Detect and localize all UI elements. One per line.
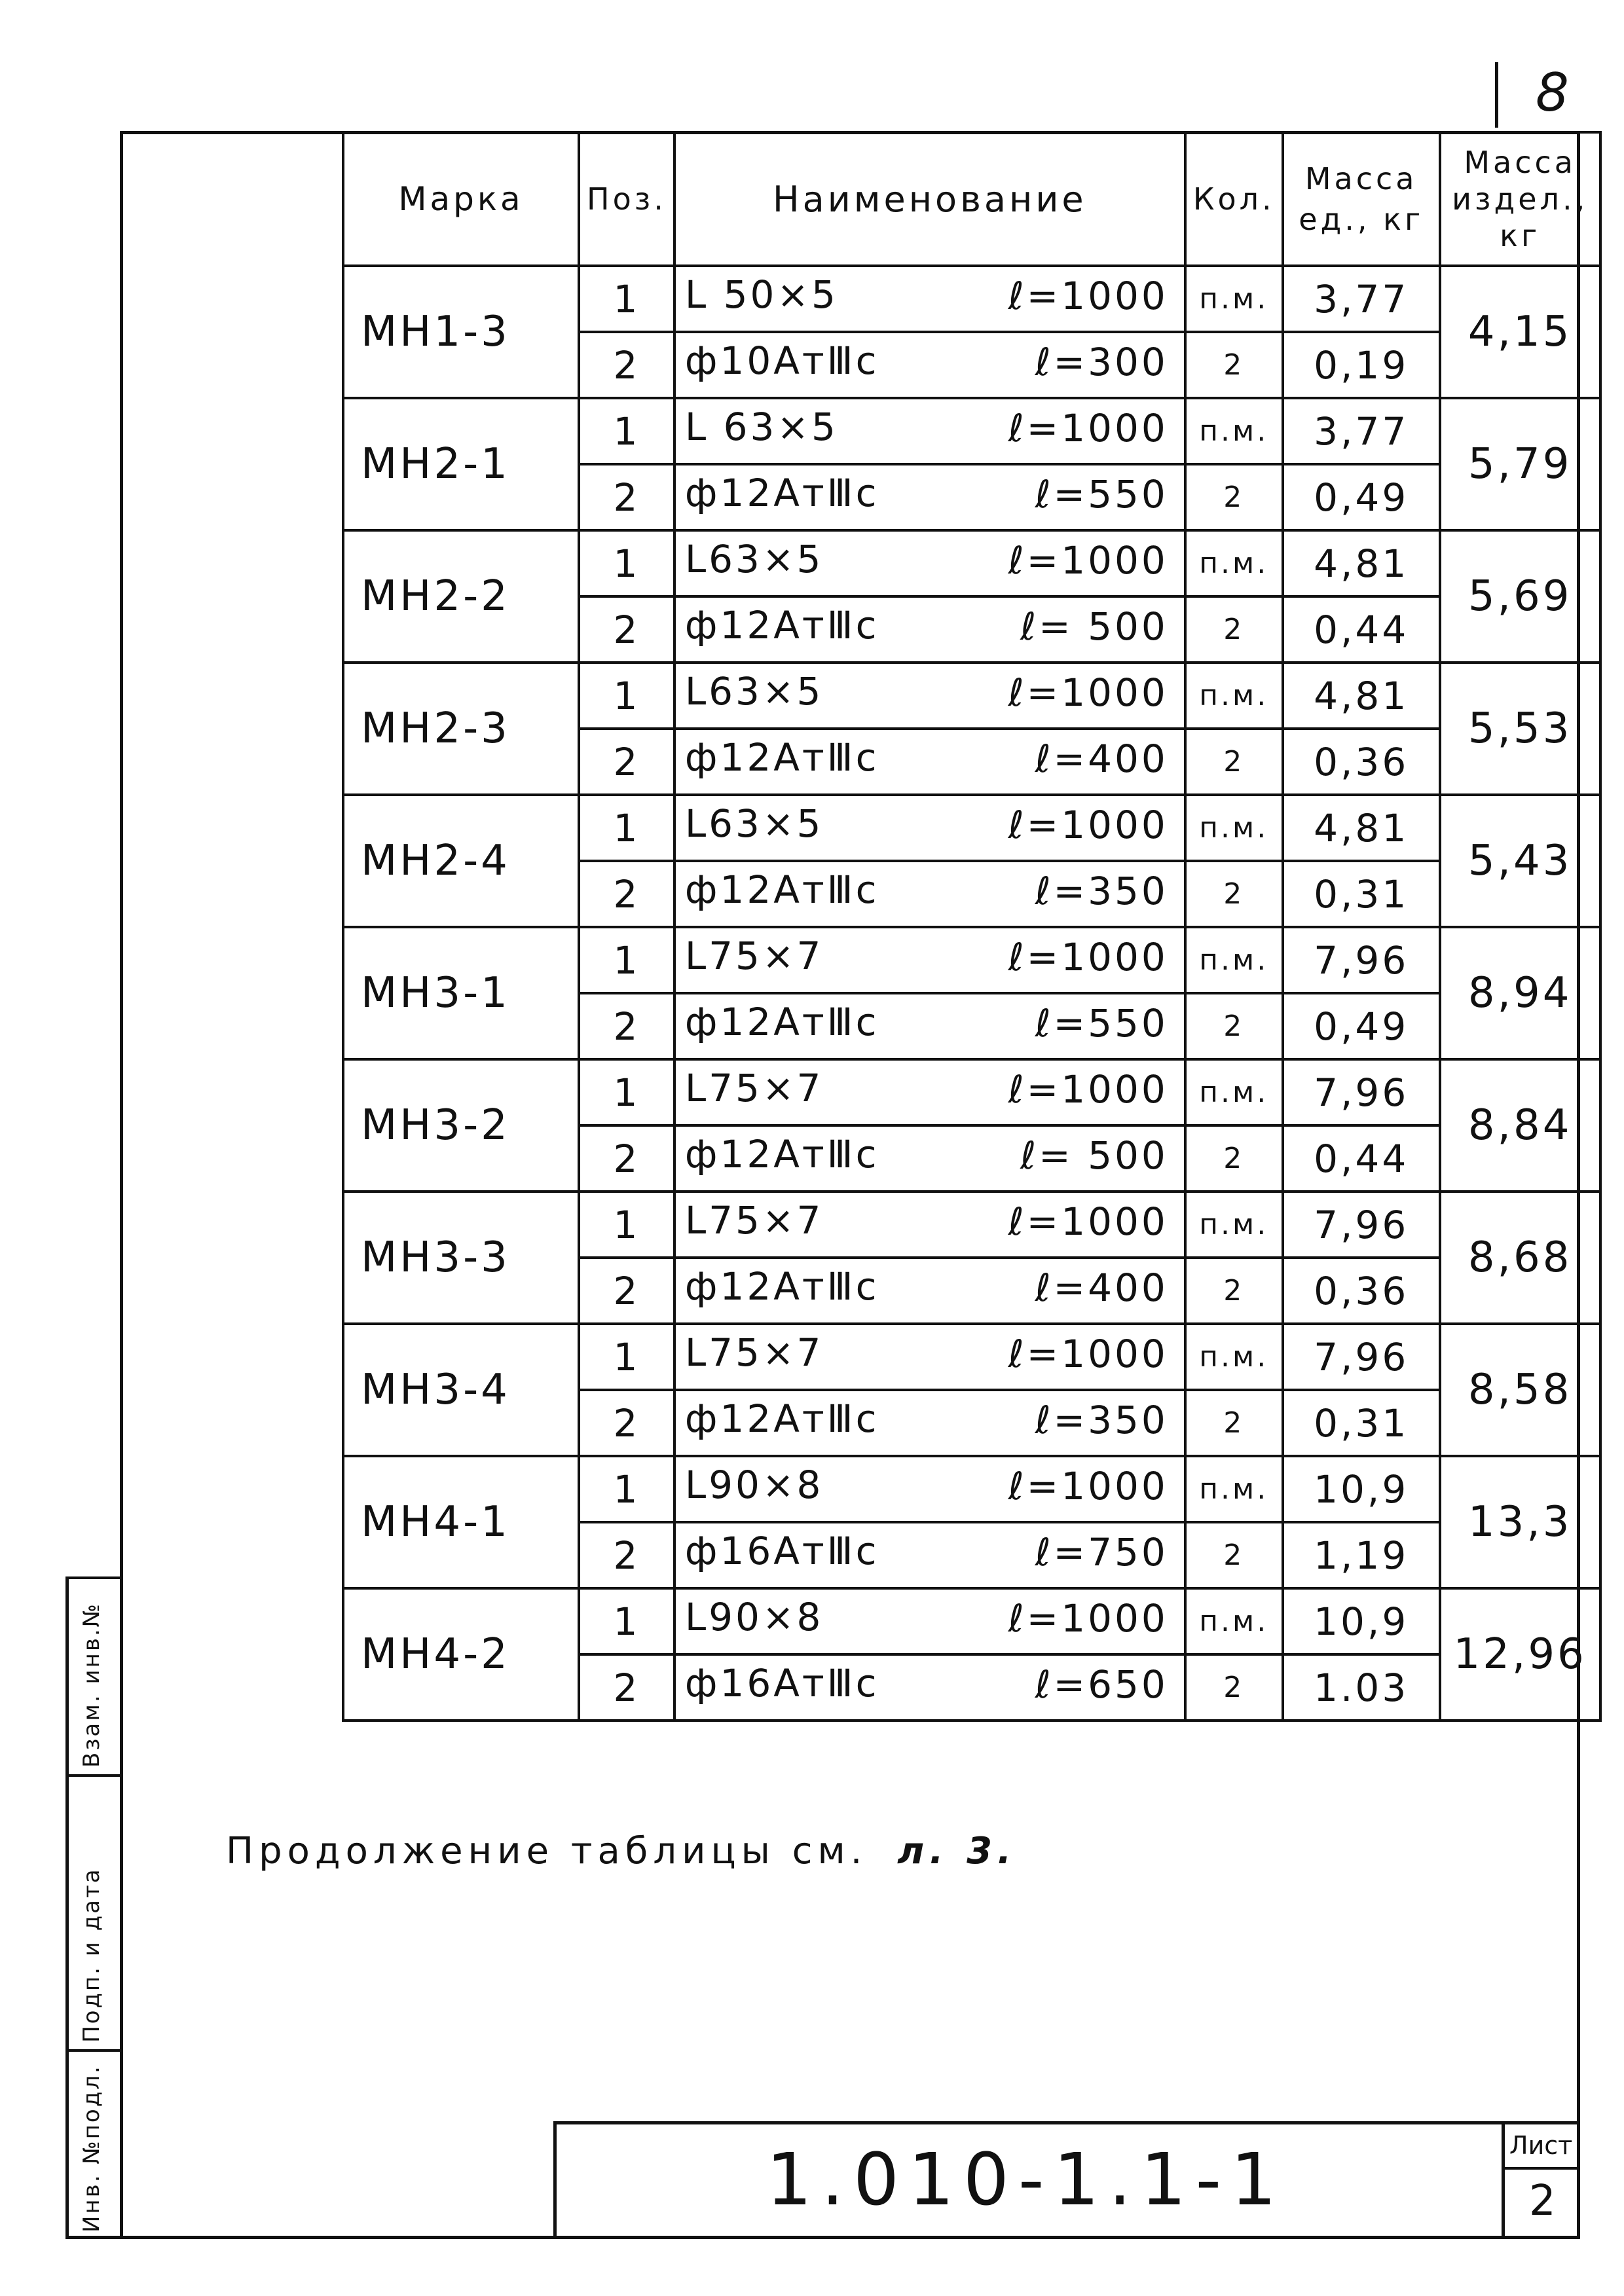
header-pos: Поз. [579, 132, 674, 266]
cell-profile: L75×7 [684, 1330, 824, 1375]
cell-profile: ф12АтⅢс [684, 1396, 879, 1441]
cell-mass-item: 12,96 [1440, 1588, 1600, 1721]
cell-name [674, 861, 1185, 927]
cell-mass-item: 8,94 [1440, 927, 1600, 1059]
cell-length: ℓ=650 [1035, 1662, 1168, 1707]
table-row [343, 1192, 1600, 1258]
cell-pos: 1 [579, 663, 674, 729]
cell-mass-item: 4,15 [1440, 266, 1600, 398]
cell-profile: ф12АтⅢс [684, 603, 879, 647]
cell-length: ℓ=350 [1035, 1398, 1168, 1442]
cell-mass-unit: 1.03 [1283, 1654, 1440, 1721]
cell-profile: L63×5 [684, 669, 824, 714]
cell-profile: ф12АтⅢс [684, 1264, 879, 1309]
cell-profile: L75×7 [684, 934, 824, 978]
cell-length: ℓ=300 [1035, 340, 1168, 384]
cell-name [674, 993, 1185, 1059]
cell-name [674, 1125, 1185, 1192]
cell-mass-unit: 0,36 [1283, 1258, 1440, 1324]
cell-pos: 2 [579, 464, 674, 530]
cell-mass-unit: 0,31 [1283, 861, 1440, 927]
header-qty: Кол. [1185, 132, 1283, 266]
header-mass-unit: Масса ед., кг [1283, 132, 1440, 266]
cell-name [674, 1654, 1185, 1721]
cell-length: ℓ=1000 [1008, 406, 1168, 450]
cell-mass-item: 5,43 [1440, 795, 1600, 927]
cell-name [674, 1588, 1185, 1654]
cell-marka: МН2-2 [343, 530, 579, 663]
cell-name [674, 1324, 1185, 1390]
cell-name [674, 1390, 1185, 1456]
table-row [343, 1059, 1600, 1125]
specification-table [342, 131, 1602, 1722]
cell-length: ℓ=1000 [1008, 538, 1168, 583]
cell-qty: п.м. [1185, 266, 1283, 332]
cell-qty: п.м. [1185, 1456, 1283, 1522]
cell-mass-unit: 0,49 [1283, 464, 1440, 530]
cell-pos: 2 [579, 596, 674, 663]
cell-marka: МН1-3 [343, 266, 579, 398]
cell-length: ℓ=1000 [1008, 1067, 1168, 1112]
cell-pos: 1 [579, 1324, 674, 1390]
table-row [343, 663, 1600, 729]
cell-length: ℓ=1000 [1008, 670, 1168, 715]
cell-pos: 1 [579, 1456, 674, 1522]
cell-profile: ф12АтⅢс [684, 735, 879, 780]
cell-profile: ф12АтⅢс [684, 867, 879, 912]
cell-mass-unit: 7,96 [1283, 1059, 1440, 1125]
cell-marka: МН3-3 [343, 1192, 579, 1324]
cell-pos: 2 [579, 1258, 674, 1324]
cell-mass-unit: 10,9 [1283, 1588, 1440, 1654]
cell-mass-item: 8,58 [1440, 1324, 1600, 1456]
cell-length: ℓ=1000 [1008, 274, 1168, 318]
cell-qty: 2 [1185, 861, 1283, 927]
sheet-label: Лист [1509, 2131, 1573, 2160]
cell-pos: 1 [579, 795, 674, 861]
cell-name [674, 663, 1185, 729]
cell-qty: п.м. [1185, 1324, 1283, 1390]
cell-qty: п.м. [1185, 1192, 1283, 1258]
cell-profile: ф12АтⅢс [684, 471, 879, 515]
cell-pos: 2 [579, 993, 674, 1059]
cell-pos: 1 [579, 927, 674, 993]
cell-profile: L 63×5 [684, 405, 838, 449]
cell-mass-unit: 10,9 [1283, 1456, 1440, 1522]
cell-length: ℓ=550 [1035, 1001, 1168, 1046]
cell-mass-unit: 4,81 [1283, 795, 1440, 861]
cell-qty: п.м. [1185, 398, 1283, 464]
cell-pos: 2 [579, 729, 674, 795]
cell-mass-unit: 0,44 [1283, 596, 1440, 663]
cell-name [674, 596, 1185, 663]
table-row [343, 795, 1600, 861]
cell-profile: L90×8 [684, 1595, 824, 1639]
cell-marka: МН2-1 [343, 398, 579, 530]
cell-length: ℓ=1000 [1008, 1464, 1168, 1508]
cell-mass-item: 8,84 [1440, 1059, 1600, 1192]
page-number: 8 [1536, 62, 1569, 123]
cell-name [674, 795, 1185, 861]
cell-pos: 1 [579, 266, 674, 332]
cell-name [674, 266, 1185, 332]
cell-name [674, 1522, 1185, 1588]
header-mass-item: Масса издел., кг [1440, 132, 1600, 266]
cell-profile: ф10АтⅢс [684, 338, 879, 383]
cell-length: ℓ=750 [1035, 1530, 1168, 1575]
cell-length: ℓ=1000 [1008, 803, 1168, 847]
cell-qty: 2 [1185, 464, 1283, 530]
cell-marka: МН3-2 [343, 1059, 579, 1192]
cell-name [674, 1059, 1185, 1125]
cell-name [674, 332, 1185, 398]
cell-pos: 1 [579, 1192, 674, 1258]
table-row [343, 1588, 1600, 1654]
stamp-sign-date: Подп. и дата [79, 1867, 105, 2043]
cell-qty: п.м. [1185, 927, 1283, 993]
cell-mass-unit: 7,96 [1283, 1324, 1440, 1390]
cell-marka: МН3-4 [343, 1324, 579, 1456]
cell-pos: 1 [579, 398, 674, 464]
table-row [343, 530, 1600, 596]
table-row [343, 927, 1600, 993]
cell-name [674, 398, 1185, 464]
continuation-note [226, 1830, 1016, 1872]
cell-mass-unit: 0,44 [1283, 1125, 1440, 1192]
table-row [343, 398, 1600, 464]
table-row [343, 1324, 1600, 1390]
cell-marka: МН2-3 [343, 663, 579, 795]
cell-pos: 1 [579, 1059, 674, 1125]
table-row [343, 266, 1600, 332]
cell-mass-unit: 0,49 [1283, 993, 1440, 1059]
cell-qty: 2 [1185, 596, 1283, 663]
header-name: Наименование [674, 132, 1185, 266]
cell-name [674, 729, 1185, 795]
cell-marka: МН4-1 [343, 1456, 579, 1588]
cell-qty: 2 [1185, 1125, 1283, 1192]
cell-profile: L90×8 [684, 1463, 824, 1507]
cell-name [674, 1258, 1185, 1324]
cell-length: ℓ=1000 [1008, 1199, 1168, 1244]
sheet-number: 2 [1529, 2177, 1556, 2225]
stamp-inv-no: Инв. №подл. [79, 2064, 105, 2232]
cell-profile: ф12АтⅢс [684, 1000, 879, 1044]
cell-mass-unit: 0,36 [1283, 729, 1440, 795]
cell-mass-unit: 4,81 [1283, 530, 1440, 596]
document-code: 1.010-1.1-1 [766, 2138, 1286, 2221]
cell-qty: 2 [1185, 1390, 1283, 1456]
cell-length: ℓ= 500 [1020, 604, 1168, 649]
cell-mass-unit: 0,31 [1283, 1390, 1440, 1456]
cell-qty: п.м. [1185, 530, 1283, 596]
cell-mass-unit: 3,77 [1283, 398, 1440, 464]
cell-qty: 2 [1185, 1522, 1283, 1588]
continuation-note-text: Продолжение таблицы см. [226, 1830, 868, 1872]
cell-profile: L75×7 [684, 1198, 824, 1243]
cell-length: ℓ=350 [1035, 869, 1168, 913]
cell-mass-item: 5,69 [1440, 530, 1600, 663]
cell-pos: 1 [579, 530, 674, 596]
cell-length: ℓ= 500 [1020, 1133, 1168, 1178]
cell-length: ℓ=550 [1035, 472, 1168, 517]
cell-profile: L 50×5 [684, 272, 838, 317]
cell-mass-item: 13,3 [1440, 1456, 1600, 1588]
cell-pos: 2 [579, 1522, 674, 1588]
cell-mass-item: 8,68 [1440, 1192, 1600, 1324]
cell-pos: 2 [579, 332, 674, 398]
cell-qty: п.м. [1185, 1588, 1283, 1654]
cell-mass-item: 5,53 [1440, 663, 1600, 795]
cell-mass-unit: 1,19 [1283, 1522, 1440, 1588]
cell-mass-item: 5,79 [1440, 398, 1600, 530]
frame-left [120, 131, 123, 2239]
cell-marka: МН4-2 [343, 1588, 579, 1721]
cell-name [674, 530, 1185, 596]
cell-qty: 2 [1185, 332, 1283, 398]
cell-length: ℓ=400 [1035, 1266, 1168, 1310]
cell-name [674, 1192, 1185, 1258]
cell-qty: п.м. [1185, 663, 1283, 729]
cell-length: ℓ=1000 [1008, 935, 1168, 979]
cell-qty: п.м. [1185, 1059, 1283, 1125]
cell-length: ℓ=400 [1035, 737, 1168, 781]
cell-pos: 2 [579, 1125, 674, 1192]
cell-profile: ф12АтⅢс [684, 1132, 879, 1176]
cell-mass-unit: 0,19 [1283, 332, 1440, 398]
cell-mass-unit: 4,81 [1283, 663, 1440, 729]
cell-qty: 2 [1185, 1654, 1283, 1721]
cell-length: ℓ=1000 [1008, 1596, 1168, 1641]
stamp-vzam-inv: Взам. инв.№ [79, 1601, 105, 1768]
page-number-divider [1495, 62, 1498, 128]
frame-bottom [120, 2236, 1580, 2239]
cell-mass-unit: 7,96 [1283, 1192, 1440, 1258]
cell-name [674, 464, 1185, 530]
cell-mass-unit: 3,77 [1283, 266, 1440, 332]
cell-name [674, 1456, 1185, 1522]
table-header-row [343, 132, 1600, 266]
continuation-note-ref: л. 3. [897, 1830, 1017, 1872]
cell-qty: 2 [1185, 1258, 1283, 1324]
cell-mass-unit: 7,96 [1283, 927, 1440, 993]
cell-profile: L75×7 [684, 1066, 824, 1110]
header-marka: Марка [343, 132, 579, 266]
cell-marka: МН3-1 [343, 927, 579, 1059]
cell-name [674, 927, 1185, 993]
cell-pos: 2 [579, 861, 674, 927]
cell-marka: МН2-4 [343, 795, 579, 927]
cell-qty: 2 [1185, 729, 1283, 795]
cell-profile: ф16АтⅢс [684, 1661, 879, 1705]
cell-pos: 2 [579, 1390, 674, 1456]
cell-length: ℓ=1000 [1008, 1332, 1168, 1376]
cell-pos: 2 [579, 1654, 674, 1721]
cell-profile: L63×5 [684, 801, 824, 846]
table-row [343, 1456, 1600, 1522]
cell-profile: ф16АтⅢс [684, 1529, 879, 1573]
cell-pos: 1 [579, 1588, 674, 1654]
cell-qty: 2 [1185, 993, 1283, 1059]
cell-profile: L63×5 [684, 537, 824, 581]
cell-qty: п.м. [1185, 795, 1283, 861]
